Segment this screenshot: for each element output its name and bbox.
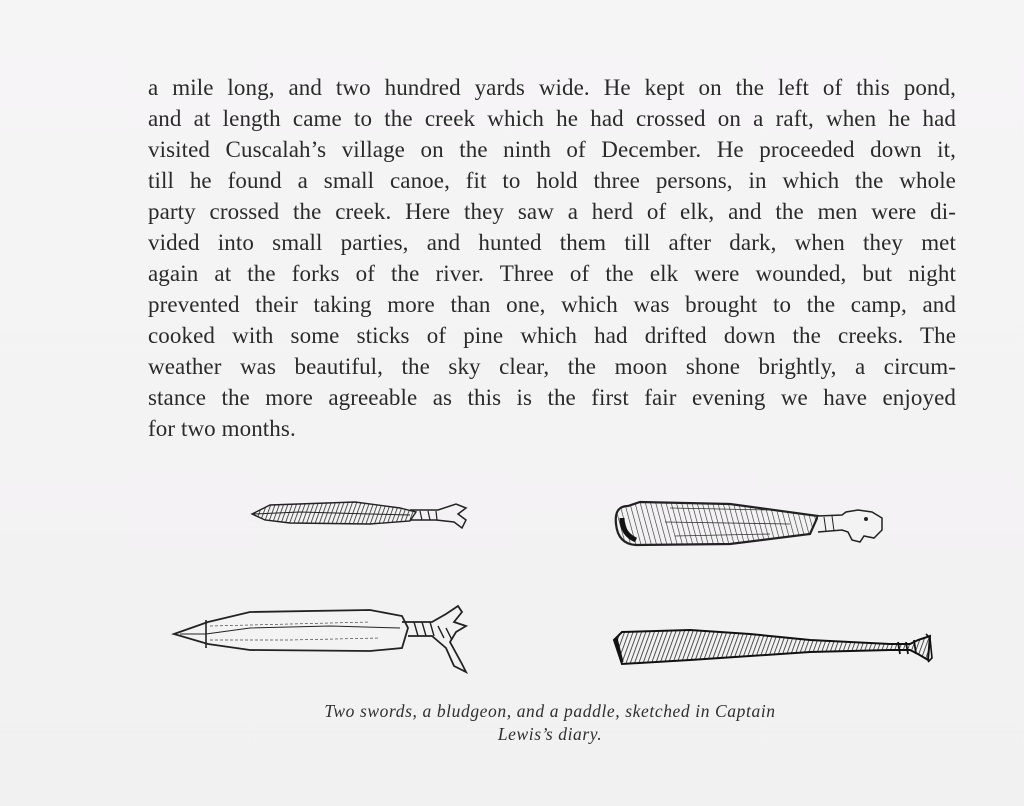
body-line: visited Cuscalah’s village on the ninth of December. He proceeded down it, [148, 137, 956, 162]
body-line: stance the more agreeable as this is the first fair evening we have enjoyed [148, 385, 956, 410]
body-line: weather was beautiful, the sky clear, the moon shone brightly, a circum- [148, 354, 956, 379]
sword-icon [174, 606, 466, 672]
body-line: for two months. [148, 416, 296, 441]
body-line: cooked with some sticks of pine which had drifted down the creeks. The [148, 323, 956, 348]
body-line: vided into small parties, and hunted them till after dark, when they met [148, 230, 956, 255]
figure-caption [250, 700, 850, 746]
body-text [148, 72, 956, 444]
sword-icon [252, 502, 466, 528]
paddle-icon [614, 630, 932, 664]
caption-line: Lewis’s diary. [497, 724, 603, 744]
body-line: a mile long, and two hundred yards wide. He kept on the left of this pond, [148, 75, 956, 100]
weapons-illustration [170, 488, 950, 678]
sketch-canvas [170, 488, 950, 678]
body-line: again at the forks of the river. Three of the elk were wounded, but night [148, 261, 956, 286]
body-line: prevented their taking more than one, which was brought to the camp, and [148, 292, 956, 317]
body-line: party crossed the creek. Here they saw a herd of elk, and the men were di- [148, 199, 956, 224]
club-icon [616, 502, 882, 545]
caption-line: Two swords, a bludgeon, and a paddle, sketched in Captain [324, 701, 776, 721]
body-line: till he found a small canoe, fit to hold three persons, in which the whole [148, 168, 956, 193]
body-line: and at length came to the creek which he had crossed on a raft, when he had [148, 106, 956, 131]
